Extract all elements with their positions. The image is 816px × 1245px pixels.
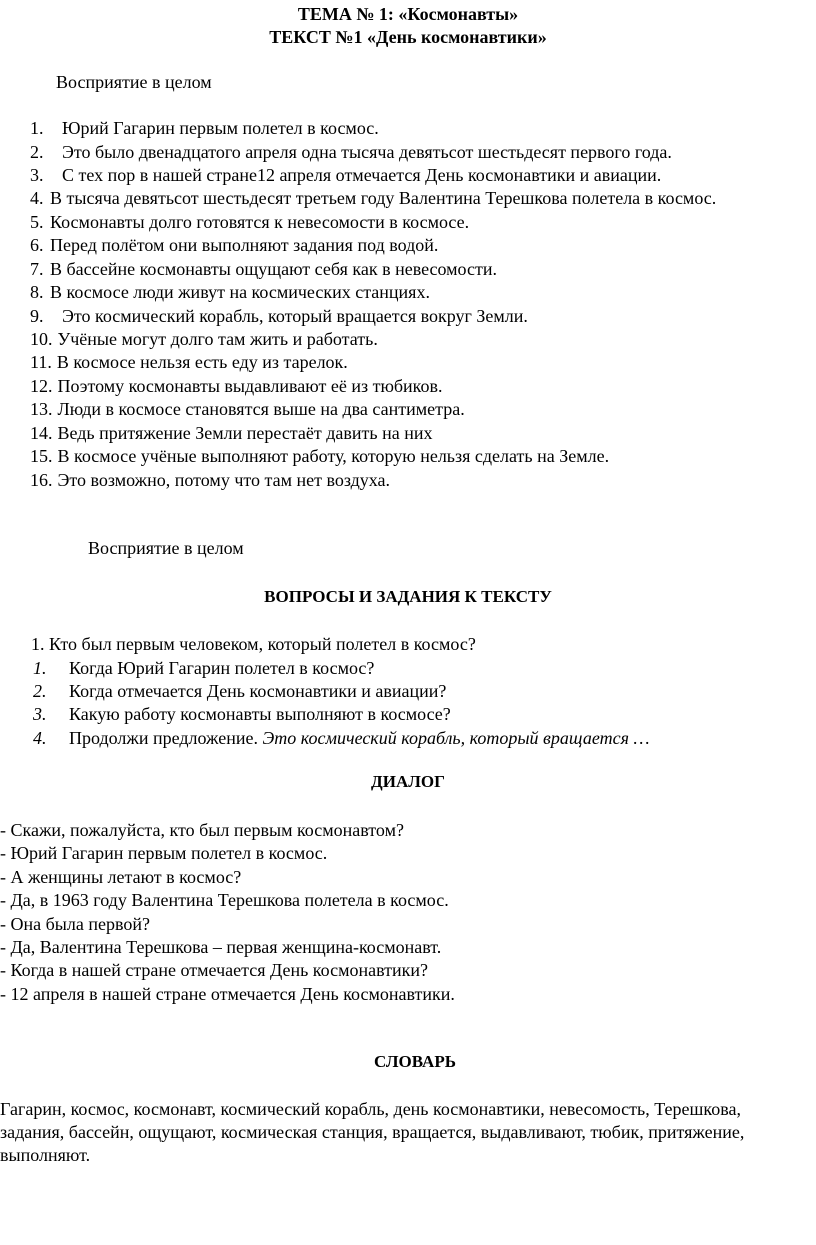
dialog-line: - Да, в 1963 году Валентина Терешкова полетела в космос. [0, 890, 449, 910]
list-item: 3. С тех пор в нашей стране12 апреля отмечается День космонавтики и авиации. [30, 165, 662, 185]
dialog-line: - 12 апреля в нашей стране отмечается День космонавтики. [0, 984, 455, 1004]
list-item: 6. Перед полётом они выполняют задания под водой. [30, 235, 439, 255]
list-item: 12. Поэтому космонавты выдавливают её из тюбиков. [30, 376, 443, 396]
list-item: 16. Это возможно, потому что там нет воздуха. [30, 470, 391, 490]
question-item: 2. Когда отмечается День космонавтики и авиации? [33, 681, 447, 701]
list-item: 13. Люди в космосе становятся выше на два сантиметра. [30, 399, 465, 419]
topic-title: ТЕМА № 1: «Космонавты» [297, 4, 519, 24]
dialog-heading: ДИАЛОГ [371, 772, 445, 791]
text-title: ТЕКСТ №1 «День космонавтики» [269, 27, 547, 47]
list-item: 1. Юрий Гагарин первым полетел в космос. [30, 118, 379, 138]
dialog-line: - Она была первой? [0, 914, 150, 934]
list-item: 8. В космосе люди живут на космических станциях. [30, 282, 430, 302]
list-item: 14. Ведь притяжение Земли перестаёт давить на них [30, 423, 433, 443]
list-item: 10. Учёные могут долго там жить и работать. [30, 329, 378, 349]
question-item: 3. Какую работу космонавты выполняют в космосе? [33, 704, 451, 724]
question-item: 1. Когда Юрий Гагарин полетел в космос? [33, 658, 375, 678]
dialog-line: - Скажи, пожалуйста, кто был первым космонавтом? [0, 820, 404, 840]
dialog-line: - Да, Валентина Терешкова – первая женщина-космонавт. [0, 937, 442, 957]
question-item: 1. Кто был первым человеком, который полетел в космос? [31, 634, 476, 654]
list-item: 11. В космосе нельзя есть еду из тарелок. [30, 352, 348, 372]
question-item: 4. Продолжи предложение. Это космический корабль, который вращается … [33, 728, 650, 748]
perception-label: Восприятие в целом [56, 72, 212, 92]
list-item: 2. Это было двенадцатого апреля одна тысяча девятьсот шестьдесят первого года. [30, 142, 672, 162]
vocab-text: Гагарин, космос, космонавт, космический корабль, день космонавтики, невесомость, Терешкова, задания, бассейн, ощущают, космическая станция, вращается, выдавливают, тюбик, притяжение, выполняют. [0, 1099, 745, 1165]
list-item: 5. Космонавты долго готовятся к невесомости в космосе. [30, 212, 470, 232]
list-item: 9. Это космический корабль, который вращается вокруг Земли. [30, 306, 528, 326]
dialog-line: - Когда в нашей стране отмечается День космонавтики? [0, 960, 429, 980]
perception-label: Восприятие в целом [88, 538, 244, 558]
list-item: 15. В космосе учёные выполняют работу, которую нельзя сделать на Земле. [30, 446, 610, 466]
dialog-line: - А женщины летают в космос? [0, 867, 242, 887]
dialog-line: - Юрий Гагарин первым полетел в космос. [0, 843, 328, 863]
list-item: 7. В бассейне космонавты ощущают себя как в невесомости. [30, 259, 497, 279]
vocab-heading: СЛОВАРЬ [374, 1052, 456, 1071]
list-item: 4. В тысяча девятьсот шестьдесят третьем году Валентина Терешкова полетела в космос. [30, 188, 717, 208]
questions-heading: ВОПРОСЫ И ЗАДАНИЯ К ТЕКСТУ [264, 587, 552, 606]
